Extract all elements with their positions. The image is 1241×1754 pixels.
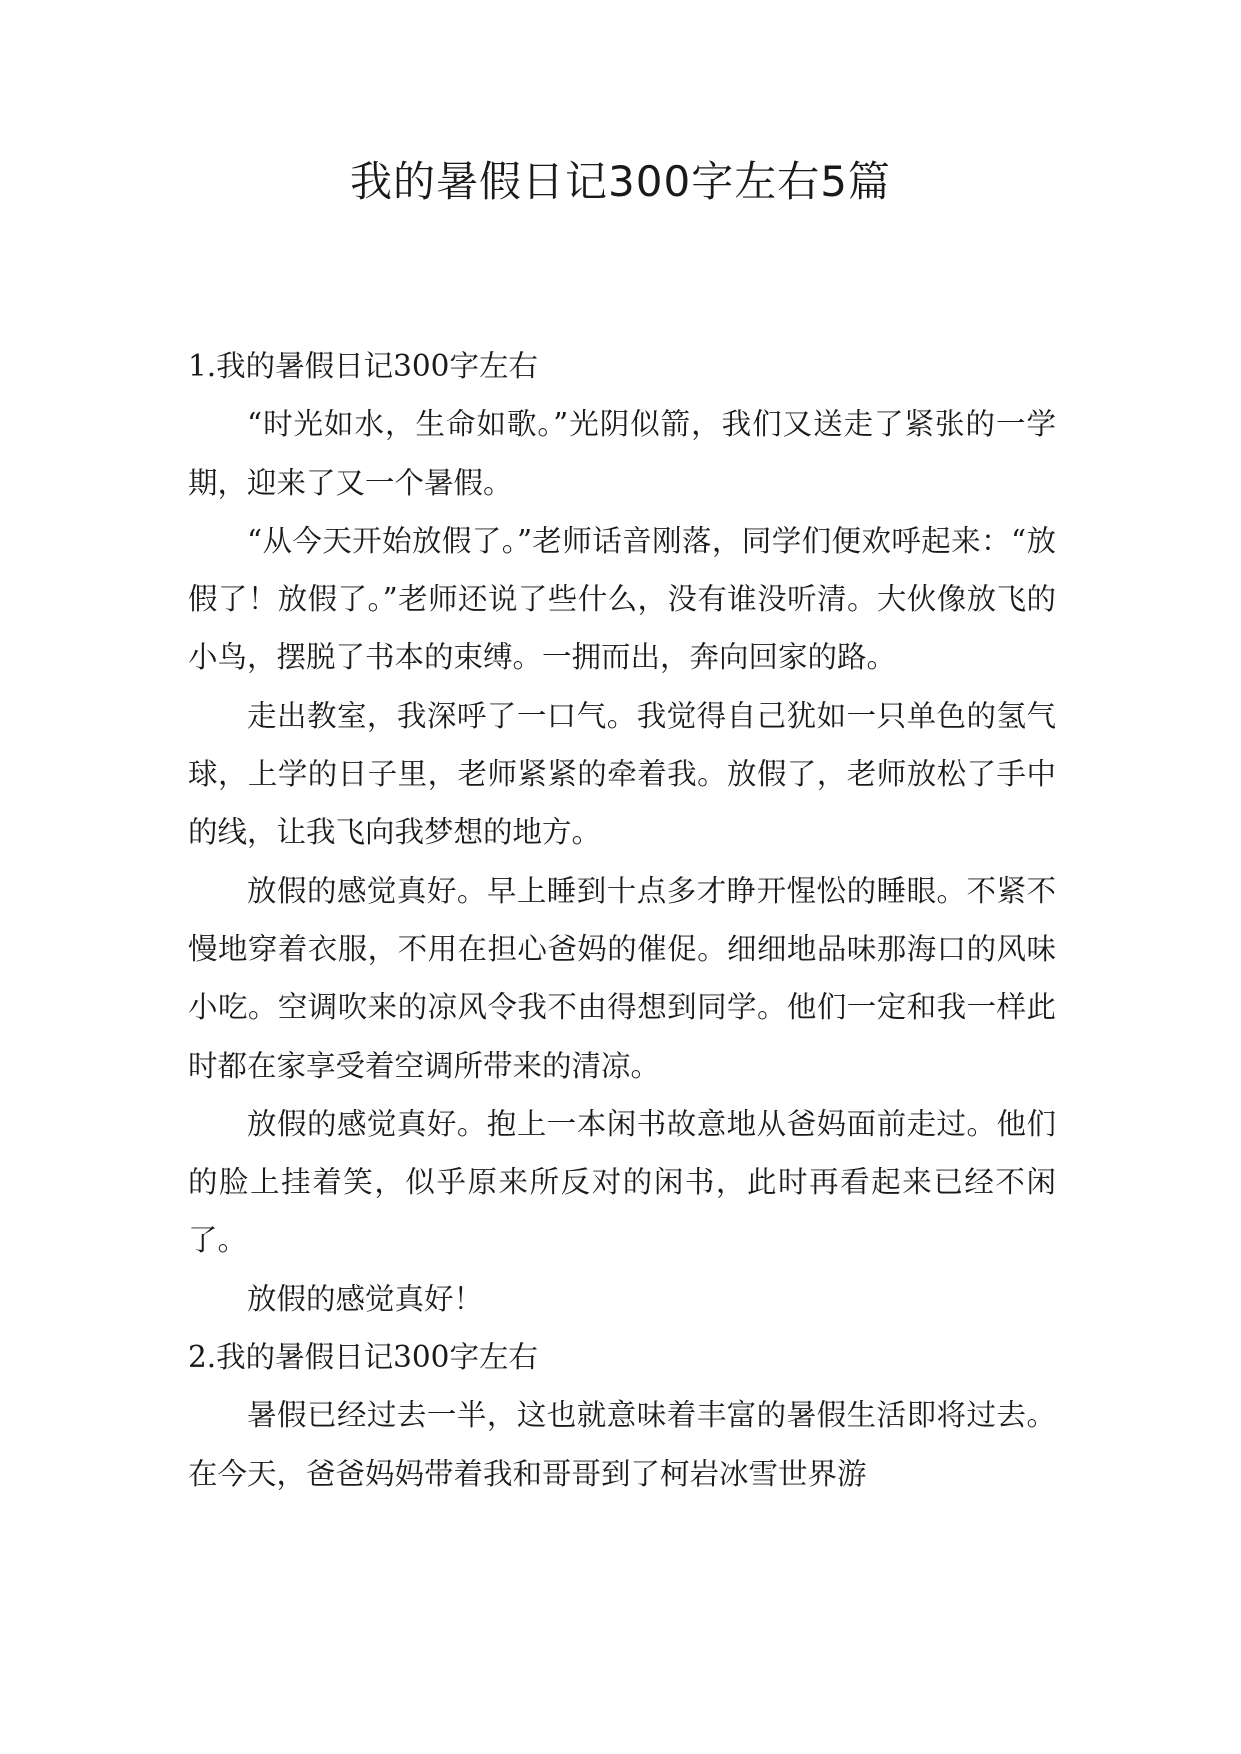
document-title: 我的暑假日记300字左右5篇	[350, 157, 891, 206]
paragraph: 放假的感觉真好。早上睡到十点多才睁开惺忪的睡眼。不紧不慢地穿着衣服，不用在担心爸妈的催促。细细地品味那海口的风味小吃。空调吹来的凉风令我不由得想到同学。他们一定和我一样此时都在家享受着空调所带来的清凉。	[188, 873, 1056, 1083]
document-body	[188, 337, 1056, 1503]
paragraph: “时光如水，生命如歌。”光阴似箭，我们又送走了紧张的一学期，迎来了又一个暑假。	[188, 407, 1056, 500]
paragraph: 放假的感觉真好！	[247, 1281, 484, 1316]
section-heading: 1.我的暑假日记300字左右	[188, 349, 538, 383]
paragraph: 暑假已经过去一半，这也就意味着丰富的暑假生活即将过去。在今天，爸爸妈妈带着我和哥哥到了柯岩冰雪世界游	[188, 1398, 1056, 1491]
paragraph: “从今天开始放假了。”老师话音刚落，同学们便欢呼起来：“放假了！放假了。”老师还说了些什么，没有谁没听清。大伙像放飞的小鸟，摆脱了书本的束缚。一拥而出，奔向回家的路。	[188, 523, 1056, 675]
paragraph: 放假的感觉真好。抱上一本闲书故意地从爸妈面前走过。他们的脸上挂着笑，似乎原来所反对的闲书，此时再看起来已经不闲了。	[188, 1106, 1056, 1258]
section-heading: 2.我的暑假日记300字左右	[188, 1340, 538, 1375]
paragraph: 走出教室，我深呼了一口气。我觉得自己犹如一只单色的氢气球，上学的日子里，老师紧紧的牵着我。放假了，老师放松了手中的线，让我飞向我梦想的地方。	[188, 698, 1056, 850]
